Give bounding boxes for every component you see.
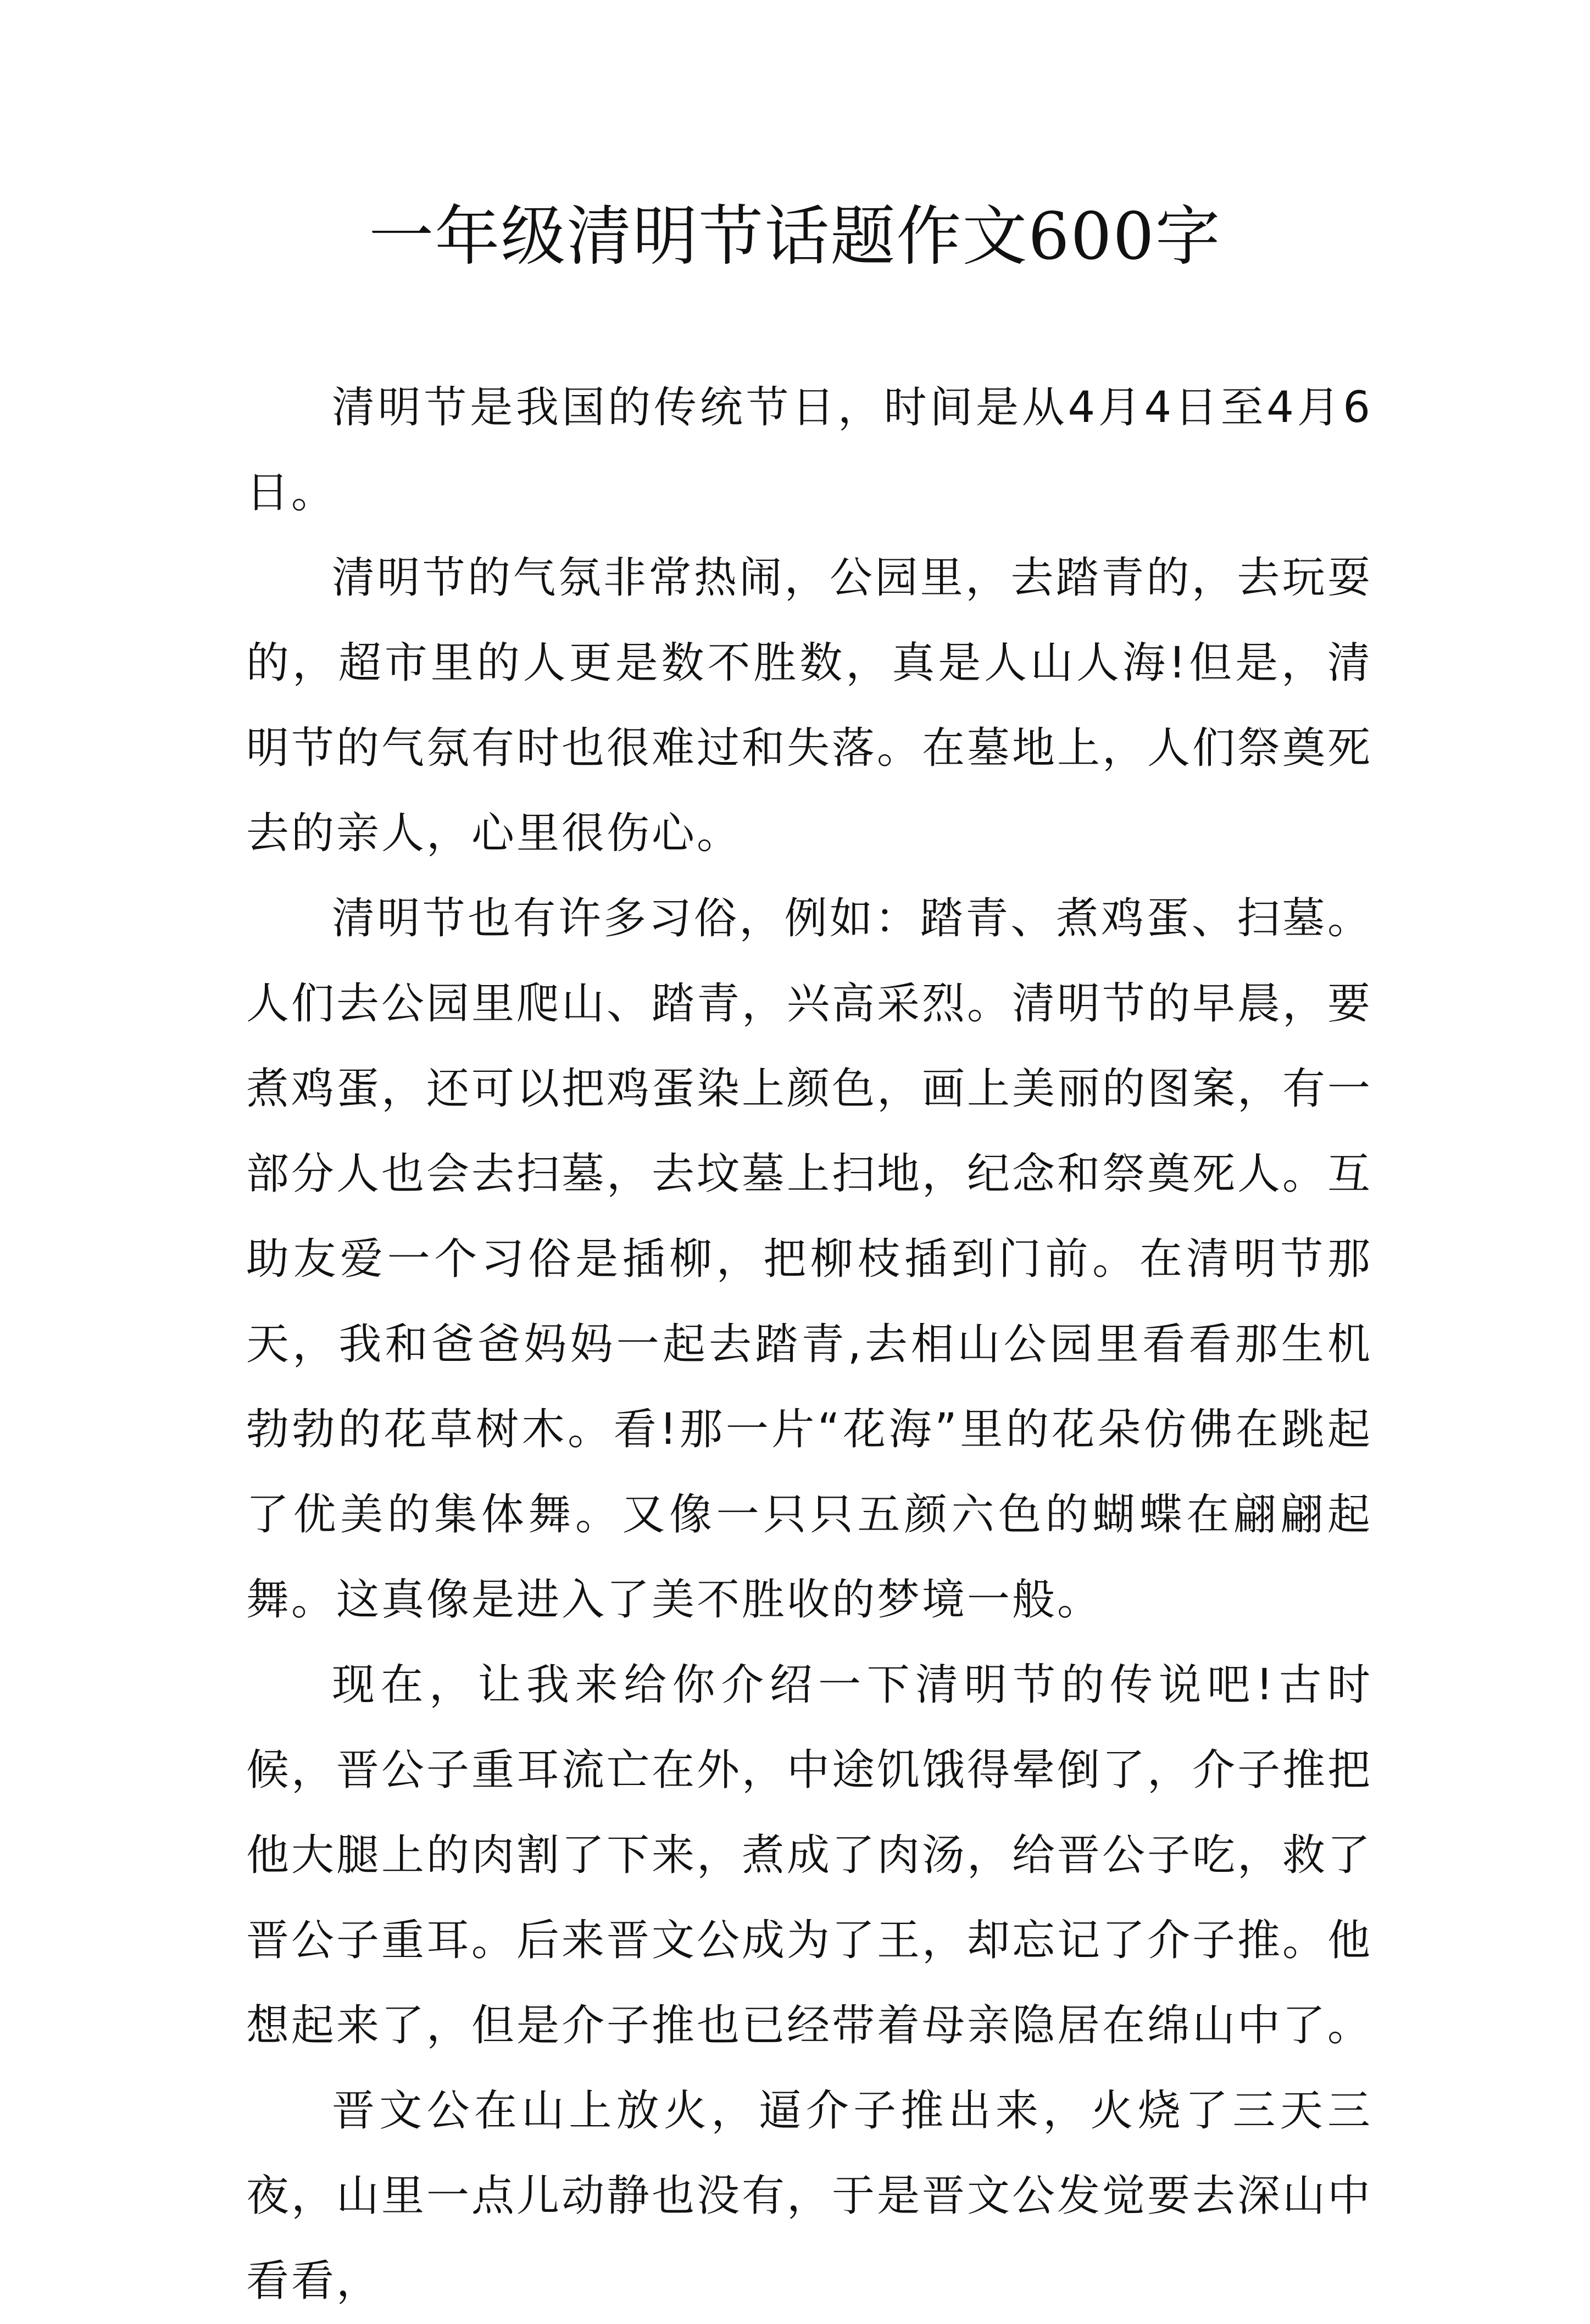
paragraph: 清明节也有许多习俗，例如：踏青、煮鸡蛋、扫墓。人们去公园里爬山、踏青，兴高采烈。清明节的早晨，要煮鸡蛋，还可以把鸡蛋染上颜色，画上美丽的图案，有一部分人也会去扫墓，去坟墓上扫地，纪念和祭奠死人。互助友爱一个习俗是插柳，把柳枝插到门前。在清明节那天，我和爸爸妈妈一起去踏青,去相山公园里看看那生机勃勃的花草树木。看!那一片“花海”里的花朵仿佛在跳起了优美的集体舞。又像一只只五颜六色的蝴蝶在翩翩起舞。这真像是进入了美不胜收的梦境一般。 [246, 894, 1373, 1625]
paragraph: 清明节的气氛非常热闹，公园里，去踏青的，去玩耍的，超市里的人更是数不胜数，真是人山人海!但是，清明节的气氛有时也很难过和失落。在墓地上，人们祭奠死去的亲人，心里很伤心。 [246, 553, 1373, 858]
document-title: 一年级清明节话题作文600字 [369, 198, 1221, 274]
paragraph: 晋文公在山上放火，逼介子推出来，火烧了三天三夜，山里一点儿动静也没有，于是晋文公发觉要去深山中看看， [246, 2086, 1373, 2306]
document-body [246, 365, 1372, 2324]
paragraph: 现在，让我来给你介绍一下清明节的传说吧!古时候，晋公子重耳流亡在外，中途饥饿得晕倒了，介子推把他大腿上的肉割了下来，煮成了肉汤，给晋公子吃，救了晋公子重耳。后来晋文公成为了王，却忘记了介子推。他想起来了，但是介子推也已经带着母亲隐居在绵山中了。 [246, 1660, 1373, 2050]
paragraph: 清明节是我国的传统节日，时间是从4月4日至4月6日。 [246, 383, 1372, 518]
